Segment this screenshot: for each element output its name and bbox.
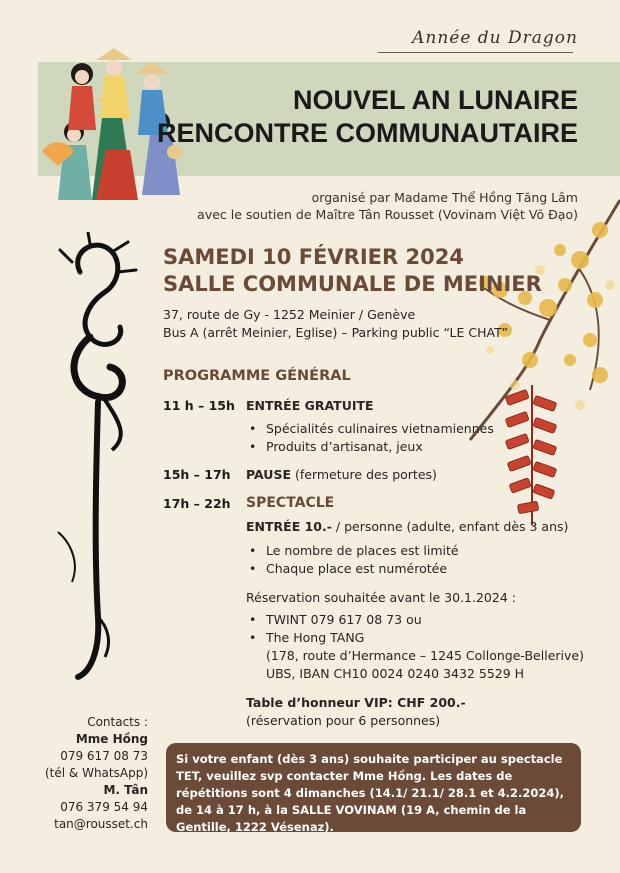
tagline: Année du Dragon [412,28,578,48]
entry-price: ENTRÉE 10.- [246,519,332,534]
firecrackers-illustration [494,385,564,530]
reservation-address: (178, route d’Hermance – 1245 Collonge-Bellerive) [266,648,584,663]
session-3-title: SPECTACLE [246,495,335,511]
list-item: • The Hong TANG [246,629,422,647]
reservation-heading: Réservation souhaitée avant le 30.1.2024 : [246,590,516,605]
programme-heading: PROGRAMME GÉNÉRAL [163,368,351,384]
contact-name-2: M. Tân [103,783,148,797]
vip-table: Table d’honneur VIP: CHF 200.- [246,695,466,710]
session-3-time: 17h – 22h [163,496,231,511]
list-item: • Spécialités culinaires vietnamiennes [246,420,494,438]
address-line-2: Bus A (arrêt Meinier, Eglise) – Parking public “LE CHAT” [163,325,508,340]
title-line-2: RENCONTRE COMMUNAUTAIRE [157,118,578,148]
session-1-time: 11 h – 15h [163,398,235,413]
contact-phone-1[interactable]: 079 617 08 73 [60,749,148,763]
children-notice-text: Si votre enfant (dès 3 ans) souhaite participer au spectacle TET, veuillez svp contacter Mme Hồng. Les dates de répétitions sont 4 dimanches (14.1/ 21.1/ 28.1 et 4.2.2024), de 14 à 17 h, à la SALLE VOVINAM (19 A, chemin de la Gentille, 1222 Vésenaz). [176,752,564,834]
children-notice-box [166,743,581,832]
tagline-underline [378,52,573,53]
session-3-list [246,542,459,578]
organizer-line-1: organisé par Madame Thể Hồng Tăng Lâm [311,190,578,205]
session-1-title: ENTRÉE GRATUITE [246,398,374,413]
reservation-list [246,611,422,647]
contact-phone-2[interactable]: 076 379 54 94 [60,800,148,814]
list-item: • Produits d’artisanat, jeux [246,438,494,456]
event-date-venue [163,244,542,298]
event-venue: SALLE COMMUNALE DE MEINIER [163,272,542,296]
session-3-entry [246,518,568,536]
address-line-1: 37, route de Gy - 1252 Meinier / Genève [163,307,416,322]
entry-detail: / personne (adulte, enfant dès 3 ans) [335,519,569,534]
session-2-time: 15h – 17h [163,467,231,482]
contact-phone-1-note: (tél & WhatsApp) [45,766,148,780]
contacts-block [45,714,148,833]
list-item: • TWINT 079 617 08 73 ou [246,611,422,629]
organizer-line-2: avec le soutien de Maître Tân Rousset (Vovinam Việt Võ Đạo) [197,207,578,222]
reservation-iban: UBS, IBAN CH10 0024 0240 3432 5529 H [266,666,525,681]
session-2-title: PAUSE [246,467,291,482]
dragon-calligraphy-illustration [50,232,150,692]
event-title [157,84,578,150]
contact-email[interactable]: tan@rousset.ch [54,817,148,831]
vip-note: (réservation pour 6 personnes) [246,713,441,728]
contacts-label: Contacts : [87,715,148,729]
session-2-line [246,466,437,484]
event-address [163,306,508,342]
list-item: • Le nombre de places est limité [246,542,459,560]
list-item: • Chaque place est numérotée [246,560,459,578]
session-1-list [246,420,494,456]
session-2-note: (fermeture des portes) [294,467,437,482]
event-date: SAMEDI 10 FÉVRIER 2024 [163,245,464,269]
contact-name-1: Mme Hồng [75,732,148,746]
title-line-1: NOUVEL AN LUNAIRE [292,85,578,115]
